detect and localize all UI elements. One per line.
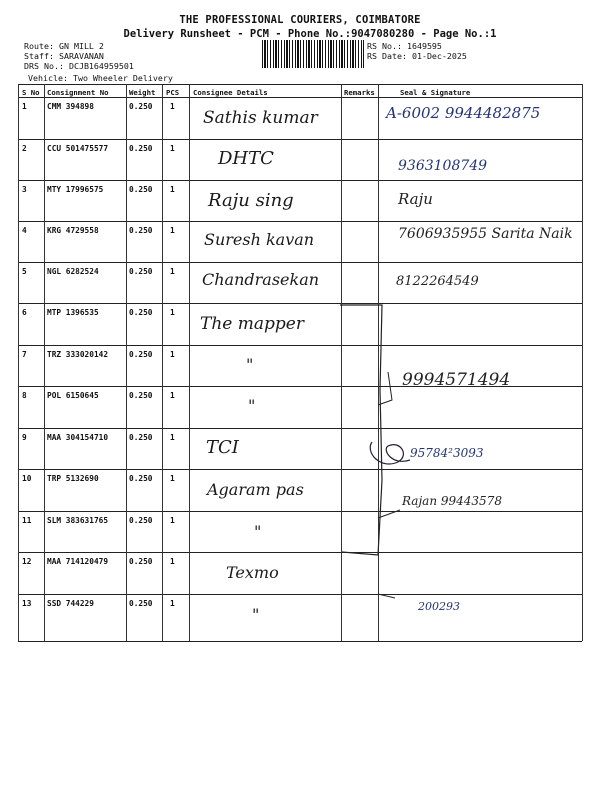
row-weight: 0.250 [129, 185, 153, 194]
row-signature: 200293 [418, 600, 460, 613]
row-divider [18, 221, 582, 222]
col-header-consignee: Consignee Details [193, 88, 268, 97]
row-pcs: 1 [170, 308, 175, 317]
row-sno: 11 [22, 516, 32, 525]
row-weight: 0.250 [129, 391, 153, 400]
column-divider [44, 84, 45, 641]
row-pcs: 1 [170, 226, 175, 235]
row-consignment-no: TRP 5132690 [47, 474, 99, 483]
row-weight: 0.250 [129, 267, 153, 276]
company-title: THE PROFESSIONAL COURIERS, COIMBATORE [179, 14, 421, 26]
row-consignee-details: Raju sing [208, 190, 294, 211]
row-consignment-no: SLM 383631765 [47, 516, 109, 525]
row-divider [18, 97, 582, 98]
column-divider [126, 84, 127, 641]
column-divider [18, 84, 19, 641]
row-consignee-details: " [246, 355, 254, 374]
row-signature: 8122264549 [396, 274, 479, 289]
row-sno: 9 [22, 433, 27, 442]
col-header-sno: S No [22, 88, 40, 97]
rs-date: RS Date: 01-Dec-2025 [367, 51, 467, 61]
row-consignee-details: Agaram pas [207, 480, 304, 499]
row-consignee-details: DHTC [218, 148, 274, 169]
row-divider [18, 594, 582, 595]
row-weight: 0.250 [129, 599, 153, 608]
row-signature: 9994571494 [402, 370, 511, 390]
row-signature: 95784²3093 [410, 446, 484, 460]
row-pcs: 1 [170, 267, 175, 276]
row-pcs: 1 [170, 185, 175, 194]
row-weight: 0.250 [129, 474, 153, 483]
column-divider [582, 84, 583, 641]
row-divider [18, 641, 582, 642]
rs-block [367, 41, 467, 61]
row-pcs: 1 [170, 474, 175, 483]
row-consignee-details: " [248, 396, 256, 415]
runsheet-subtitle: Delivery Runsheet - PCM - Phone No.:9047080280 - Page No.:1 [123, 28, 497, 40]
rs-number: RS No.: 1649595 [367, 41, 442, 51]
row-weight: 0.250 [129, 557, 153, 566]
row-signature: A-6002 9944482875 [386, 104, 541, 122]
column-divider [162, 84, 163, 641]
row-sno: 3 [22, 185, 27, 194]
row-consignee-details: " [252, 605, 260, 624]
row-divider [18, 345, 582, 346]
row-consignment-no: CMM 394898 [47, 102, 94, 111]
row-signature: Raju [398, 190, 433, 208]
row-pcs: 1 [170, 102, 175, 111]
column-divider [341, 84, 342, 641]
drs-text: DRS No.: DCJB164959501 [24, 61, 134, 71]
row-sno: 4 [22, 226, 27, 235]
col-header-remarks: Remarks [344, 88, 375, 97]
table-top-border [18, 84, 582, 85]
row-pcs: 1 [170, 350, 175, 359]
row-consignment-no: TRZ 333020142 [47, 350, 109, 359]
route-text: Route: GN MILL 2 [24, 41, 104, 51]
row-consignment-no: MTP 1396535 [47, 308, 99, 317]
col-header-consignment: Consignment No [47, 88, 109, 97]
row-weight: 0.250 [129, 144, 153, 153]
row-pcs: 1 [170, 516, 175, 525]
row-consignment-no: KRG 4729558 [47, 226, 99, 235]
row-sno: 8 [22, 391, 27, 400]
row-sno: 1 [22, 102, 27, 111]
row-pcs: 1 [170, 433, 175, 442]
col-header-weight: Weight [129, 88, 156, 97]
staff-text: Staff: SARAVANAN [24, 51, 104, 61]
row-signature: Rajan 99443578 [402, 494, 502, 508]
row-weight: 0.250 [129, 226, 153, 235]
row-consignee-details: Texmo [226, 563, 279, 582]
row-signature: 9363108749 [398, 158, 488, 174]
col-header-pcs: PCS [166, 88, 180, 97]
row-sno: 12 [22, 557, 32, 566]
row-divider [18, 303, 582, 304]
row-sno: 2 [22, 144, 27, 153]
row-consignee-details: " [254, 522, 262, 541]
row-divider [18, 469, 582, 470]
row-sno: 13 [22, 599, 32, 608]
row-divider [18, 511, 582, 512]
row-divider [18, 262, 582, 263]
row-consignee-details: Chandrasekan [202, 270, 320, 289]
row-consignee-details: Sathis kumar [203, 108, 318, 128]
row-consignment-no: SSD 744229 [47, 599, 94, 608]
row-consignment-no: CCU 501475577 [47, 144, 109, 153]
row-sno: 7 [22, 350, 27, 359]
row-consignment-no: NGL 6282524 [47, 267, 99, 276]
row-pcs: 1 [170, 599, 175, 608]
row-consignment-no: MTY 17996575 [47, 185, 104, 194]
row-signature: 7606935955 Sarita Naik [398, 226, 573, 242]
row-weight: 0.250 [129, 308, 153, 317]
row-pcs: 1 [170, 391, 175, 400]
vehicle-text: Vehicle: Two Wheeler Delivery [28, 73, 173, 83]
column-divider [378, 84, 379, 641]
row-divider [18, 139, 582, 140]
row-weight: 0.250 [129, 433, 153, 442]
row-consignee-details: The mapper [200, 314, 304, 334]
col-header-signature: Seal & Signature [400, 88, 471, 97]
row-consignment-no: MAA 714120479 [47, 557, 109, 566]
row-pcs: 1 [170, 144, 175, 153]
row-consignment-no: MAA 304154710 [47, 433, 109, 442]
barcode [262, 40, 364, 68]
row-divider [18, 180, 582, 181]
row-sno: 6 [22, 308, 27, 317]
row-weight: 0.250 [129, 516, 153, 525]
row-pcs: 1 [170, 557, 175, 566]
row-sno: 10 [22, 474, 32, 483]
row-consignee-details: Suresh kavan [204, 230, 315, 249]
row-consignee-details: TCI [206, 437, 239, 458]
route-staff-block [24, 41, 134, 71]
row-divider [18, 428, 582, 429]
row-divider [18, 552, 582, 553]
row-weight: 0.250 [129, 350, 153, 359]
row-consignment-no: POL 6150645 [47, 391, 99, 400]
column-divider [189, 84, 190, 641]
row-sno: 5 [22, 267, 27, 276]
row-weight: 0.250 [129, 102, 153, 111]
